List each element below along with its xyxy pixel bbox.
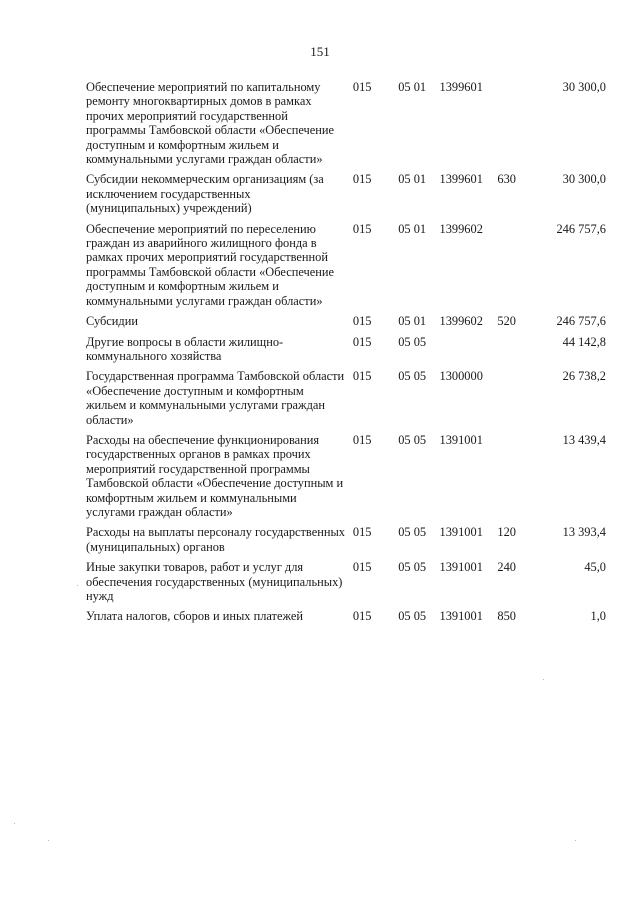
cell-kind — [497, 80, 535, 172]
cell-kind — [497, 335, 535, 370]
cell-target: 1300000 — [439, 369, 483, 384]
cell-admin: 015 — [352, 314, 372, 329]
cell-target: 1391001 — [439, 432, 483, 447]
cell-admin: 015 — [352, 334, 372, 349]
page-number: 151 — [310, 44, 330, 59]
cell-name: Иные закупки товаров, работ и услуг для обеспечения государственных (муниципальных) нужд — [86, 560, 343, 603]
cell-amount: 13 393,4 — [562, 525, 606, 540]
cell-name: Обеспечение мероприятий по капитальному ремонту многоквартирных домов в рамках прочих мероприятий государственной программы Тамбовской области «Обеспечение доступным и комфортным жильем и коммунальными услугами граждан области» — [86, 80, 335, 167]
cell-kind — [497, 369, 535, 433]
cell-section: 05 01 — [398, 221, 427, 236]
cell-amount: 44 142,8 — [562, 334, 606, 349]
cell-name: Государственная программа Тамбовской области «Обеспечение доступным и комфортным жильем и коммунальными услугами граждан области» — [86, 369, 345, 427]
cell-amount: 45,0 — [584, 560, 606, 575]
cell-admin: 015 — [352, 369, 372, 384]
scan-speck — [14, 823, 15, 824]
table-row — [86, 80, 606, 172]
cell-amount: 26 738,2 — [562, 369, 606, 384]
cell-kind: 120 — [497, 525, 516, 540]
cell-section: 05 01 — [398, 314, 427, 329]
cell-target: 1399602 — [439, 221, 483, 236]
cell-target: 1391001 — [439, 525, 483, 540]
cell-kind — [497, 433, 535, 525]
table-row — [86, 525, 606, 560]
cell-name: Обеспечение мероприятий по переселению граждан из аварийного жилищного фонда в рамках прочих мероприятий государственной программы Тамбовской области «Обеспечение доступным и комфортным жильем и коммунальными услугами граждан области» — [86, 221, 335, 308]
cell-admin: 015 — [352, 221, 372, 236]
cell-target: 1391001 — [439, 560, 483, 575]
table-row — [86, 172, 606, 221]
scan-speck — [543, 679, 544, 680]
cell-admin: 015 — [352, 560, 372, 575]
cell-name: Субсидии — [86, 314, 138, 329]
budget-table-body — [86, 80, 606, 630]
cell-section: 05 05 — [398, 432, 427, 447]
scan-speck — [77, 585, 78, 586]
table-row — [86, 335, 606, 370]
cell-target: 1391001 — [439, 609, 483, 624]
cell-target: 1399601 — [439, 172, 483, 187]
scan-speck — [48, 840, 49, 841]
cell-section: 05 01 — [398, 172, 427, 187]
scan-speck — [575, 840, 576, 841]
cell-name: Другие вопросы в области жилищно-коммунального хозяйства — [86, 334, 284, 363]
cell-name: Уплата налогов, сборов и иных платежей — [86, 609, 304, 624]
cell-amount: 1,0 — [590, 609, 606, 624]
cell-section: 05 01 — [398, 80, 427, 94]
cell-amount: 246 757,6 — [556, 221, 606, 236]
cell-admin: 015 — [352, 432, 372, 447]
cell-target: 1399601 — [439, 80, 483, 94]
cell-kind: 630 — [497, 172, 516, 187]
cell-section: 05 05 — [398, 560, 427, 575]
cell-section: 05 05 — [398, 334, 427, 349]
cell-kind: 240 — [497, 560, 516, 575]
cell-kind: 520 — [497, 314, 516, 329]
cell-target — [440, 335, 498, 370]
cell-admin: 015 — [352, 172, 372, 187]
cell-name: Расходы на выплаты персоналу государственных (муниципальных) органов — [86, 525, 345, 554]
cell-name: Субсидии некоммерческим организациям (за исключением государственных (муниципальных) учреждений) — [86, 172, 324, 216]
cell-amount: 13 439,4 — [562, 432, 606, 447]
cell-target: 1399602 — [439, 314, 483, 329]
cell-admin: 015 — [352, 525, 372, 540]
cell-section: 05 05 — [398, 609, 427, 624]
cell-kind — [497, 222, 535, 314]
cell-kind: 850 — [497, 609, 516, 624]
table-row — [86, 369, 606, 433]
table-row — [86, 560, 606, 609]
budget-table — [86, 80, 606, 630]
cell-section: 05 05 — [398, 525, 427, 540]
table-row — [86, 609, 606, 629]
cell-section: 05 05 — [398, 369, 427, 384]
cell-amount: 30 300,0 — [562, 172, 606, 187]
cell-amount: 246 757,6 — [556, 314, 606, 329]
table-row — [86, 314, 606, 334]
cell-admin: 015 — [352, 80, 372, 94]
cell-admin: 015 — [352, 609, 372, 624]
table-row — [86, 222, 606, 314]
cell-amount: 30 300,0 — [562, 80, 606, 94]
table-row — [86, 433, 606, 525]
cell-name: Расходы на обеспечение функционирования государственных органов в рамках прочих мероприятий государственной программы Тамбовской области «Обеспечение доступным и комфортным жильем и коммунальными услугами граждан области» — [86, 432, 344, 519]
